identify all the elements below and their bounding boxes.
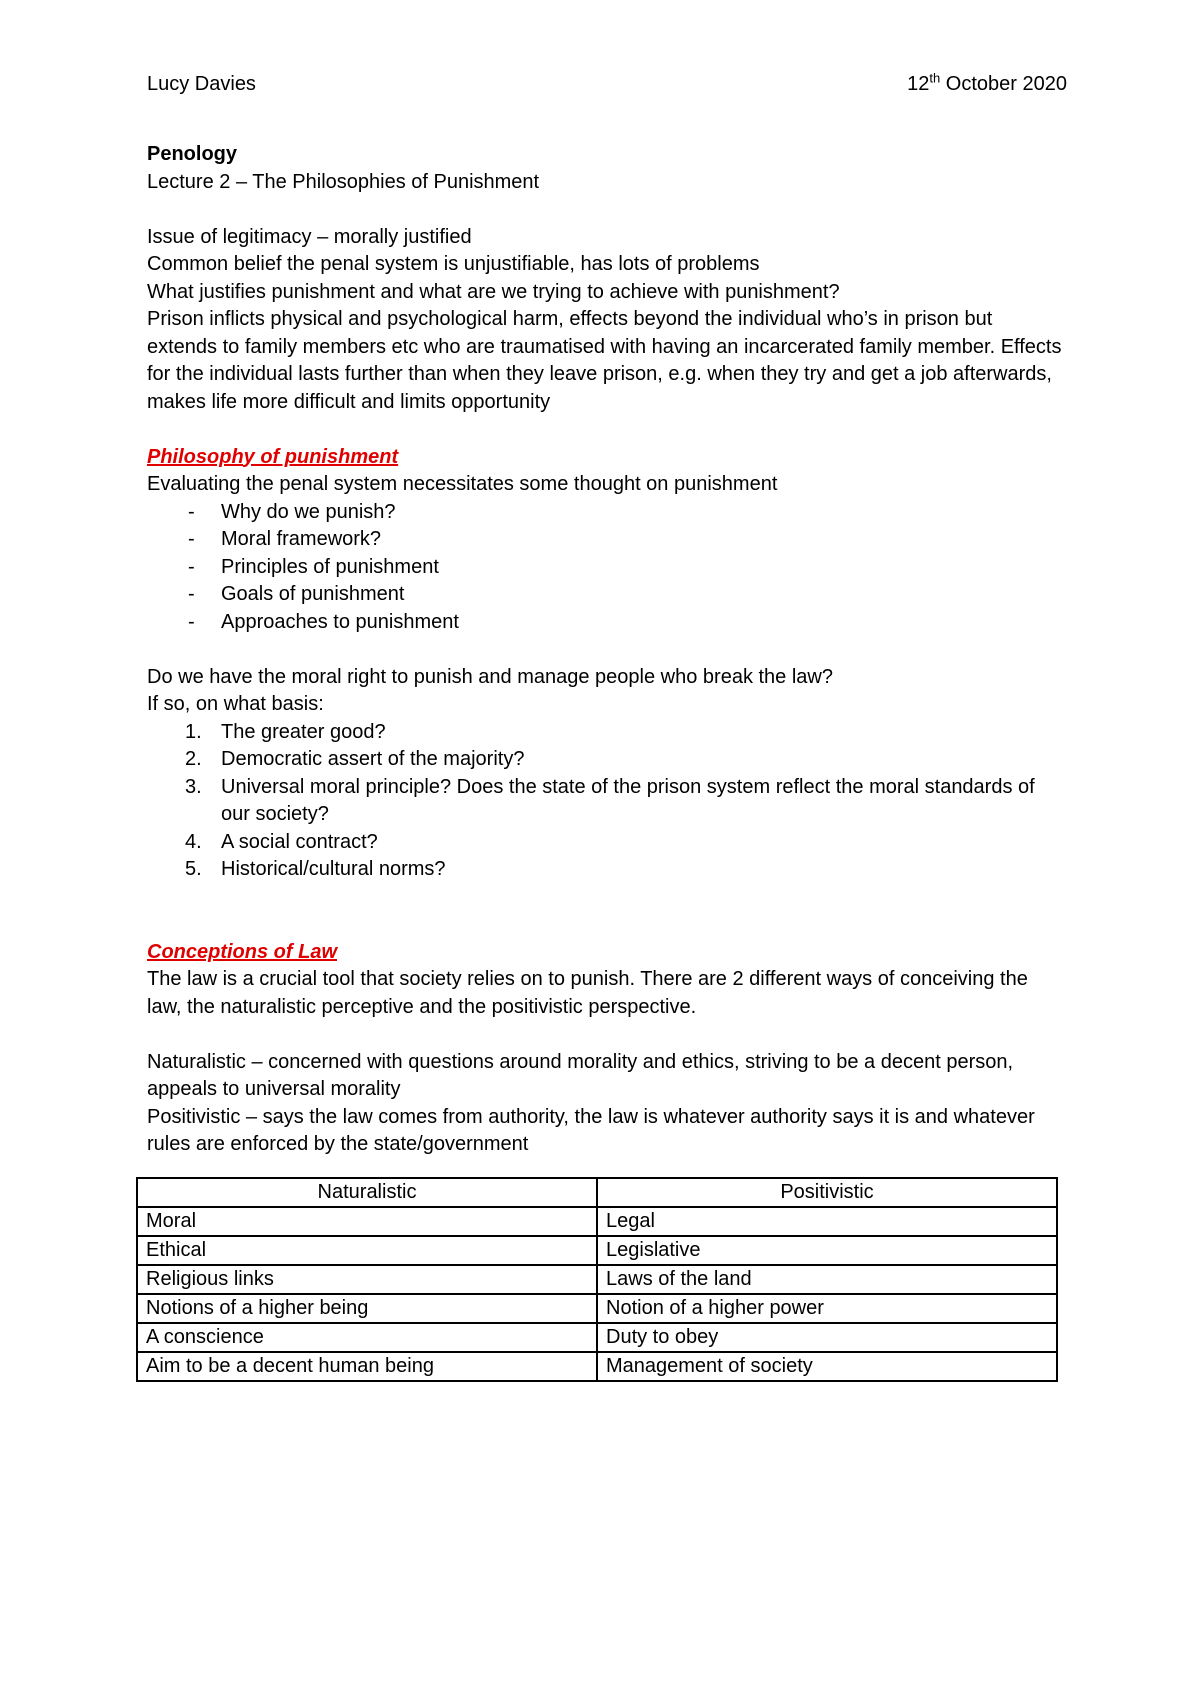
lecture-title: Lecture 2 – The Philosophies of Punishment [147,170,540,193]
table-row [137,1265,1057,1294]
subject-title: Penology [147,143,238,165]
list-item: 2. Democratic assert of the majority? [185,748,525,770]
table-row [137,1236,1057,1265]
document-page [147,71,1067,1382]
list-item: - Why do we punish? [147,499,1067,527]
table-row [137,1352,1057,1381]
moral-right-question: Do we have the moral right to punish and manage people who break the law? [147,665,833,688]
table-row [137,1207,1057,1236]
list-item: - Principles of punishment [147,554,1067,582]
document-date: 12th October 2020 [907,70,1067,95]
basis-numbered-list [147,719,1067,884]
table-cell: Moral [137,1207,597,1236]
table-cell: Notions of a higher being [137,1294,597,1323]
table-cell: Aim to be a decent human being [137,1352,597,1381]
list-item: 3. Universal moral principle? Does the state of the prison system reflect the moral standards of our society? [185,775,1035,825]
intro-line: Issue of legitimacy – morally justified [147,225,472,248]
table-cell: Ethical [137,1236,597,1265]
author-name: Lucy Davies [147,73,256,95]
column-header: Positivistic [597,1178,1057,1207]
table-cell: Legal [597,1207,1057,1236]
list-item: - Approaches to punishment [147,609,1067,637]
comparison-table [136,1177,1058,1382]
table-cell: Management of society [597,1352,1057,1381]
positivistic-definition: Positivistic – says the law comes from authority, the law is whatever authority says it is and whatever rules are enforced by the state/government [147,1105,1035,1155]
conceptions-intro: The law is a crucial tool that society relies on to punish. There are 2 different ways of conceiving the law, the naturalistic perceptive and the positivistic perspective. [147,968,1028,1018]
intro-paragraph: Prison inflicts physical and psychological harm, effects beyond the individual who’s in prison but extends to family members etc who are traumatised with having an incarcerated family member. Effects for the individual lasts further than when they leave prison, e.g. when they try and get a job afterwards, makes life more difficult and limits opportunity [147,308,1062,413]
philosophy-lead: Evaluating the penal system necessitates some thought on punishment [147,473,778,495]
table-cell: Laws of the land [597,1265,1057,1294]
table-cell: Notion of a higher power [597,1294,1057,1323]
section-heading-philosophy: Philosophy of punishment [147,445,399,468]
list-item: 1. The greater good? [185,720,386,743]
column-header: Naturalistic [137,1178,597,1207]
table-cell: Legislative [597,1236,1057,1265]
list-item: 4. A social contract? [185,830,378,853]
section-heading-conceptions: Conceptions of Law [147,940,337,963]
list-item: - Goals of punishment [147,581,1067,609]
basis-lead: If so, on what basis: [147,693,324,715]
philosophy-bullet-list [147,499,1067,637]
naturalistic-definition: Naturalistic – concerned with questions around morality and ethics, striving to be a decent person, appeals to universal morality [147,1050,1014,1100]
list-item: - Moral framework? [147,526,1067,554]
list-item: 5. Historical/cultural norms? [185,858,446,880]
table-header-row [137,1178,1057,1207]
table-cell: Duty to obey [597,1323,1057,1352]
table-cell: Religious links [137,1265,597,1294]
table-cell: A conscience [137,1323,597,1352]
table-row [137,1323,1057,1352]
table-row [137,1294,1057,1323]
intro-line: Common belief the penal system is unjustifiable, has lots of problems [147,253,760,275]
page-header [147,71,1067,101]
intro-line: What justifies punishment and what are we trying to achieve with punishment? [147,280,840,303]
